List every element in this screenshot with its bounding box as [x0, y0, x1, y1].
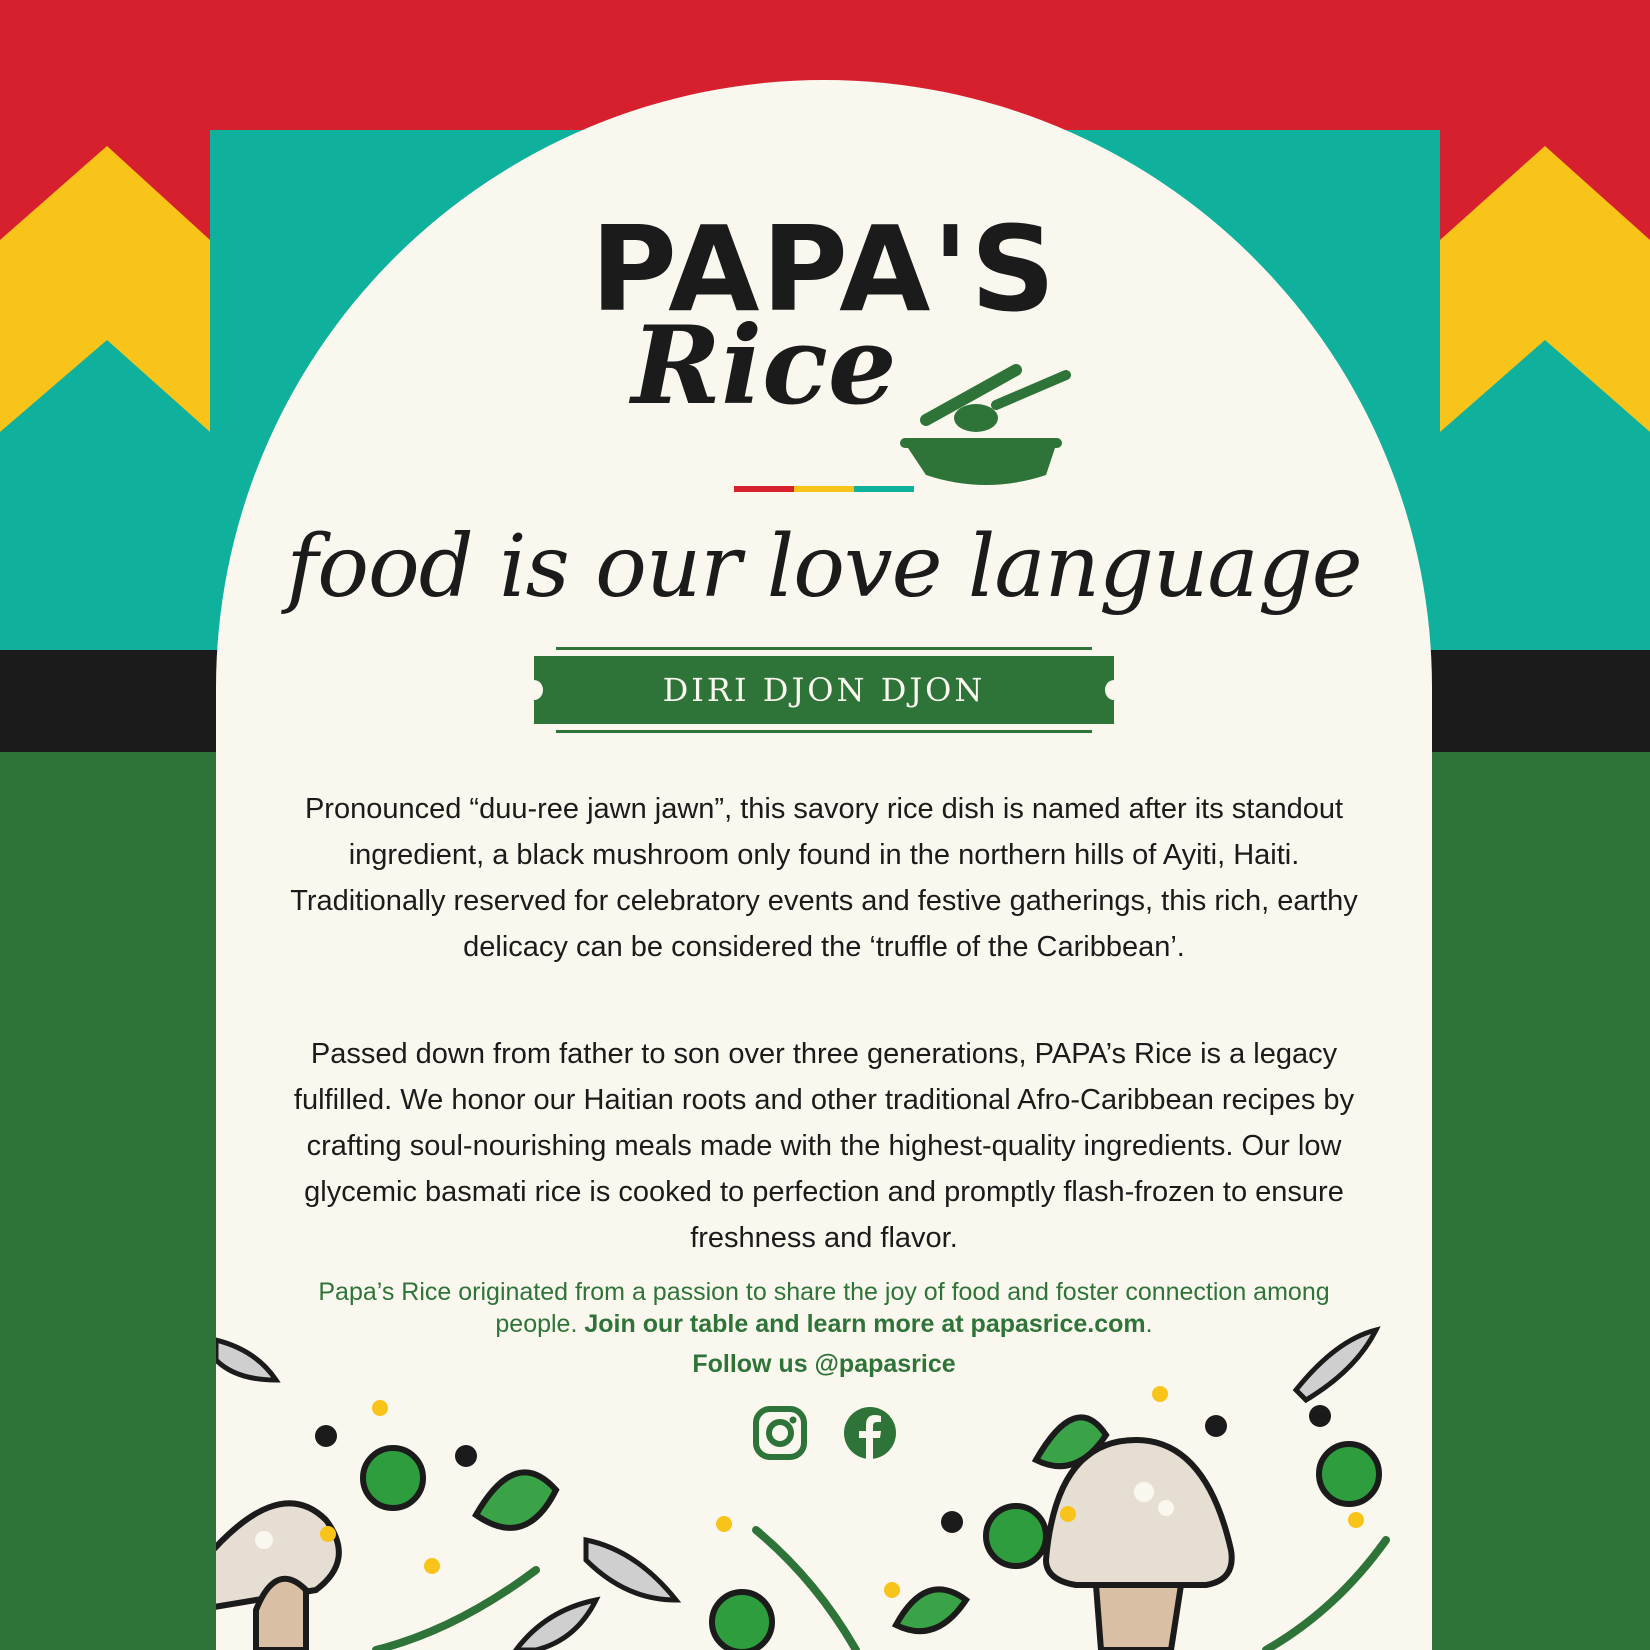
flag-bar [734, 486, 914, 492]
rice-pot-icon [896, 350, 1076, 500]
footer-note-text: Papa’s Rice originated from a passion to share the joy of food and foster connection among people. [318, 1278, 1330, 1338]
footer-note-end: . [1145, 1310, 1153, 1338]
brand-script: Rice [631, 303, 897, 429]
content-arch [216, 80, 1432, 1650]
footer-note [306, 1276, 1342, 1340]
brand-story: Passed down from father to son over three generations, PAPA’s Rice is a legacy fulfilled. We honor our Haitian roots and other traditional Afro-Caribbean recipes by crafting soul-nourishing meals made with the highest-quality ingredients. Our low glycemic basmati rice is cooked to perfection and promptly flash-frozen to ensure freshness and flavor. [293, 1038, 1355, 1254]
website-link[interactable]: Join our table and learn more at papasrice.com [584, 1310, 1146, 1338]
follow-handle[interactable]: Follow us @papasrice [692, 1350, 956, 1378]
brand-name: PAPA'S [590, 200, 1058, 338]
facebook-icon[interactable] [842, 1405, 898, 1461]
dish-title: DIRI DJON DJON [662, 671, 986, 709]
dish-title-banner [534, 656, 1114, 724]
instagram-icon[interactable] [752, 1405, 808, 1461]
tagline: food is our love language [286, 517, 1362, 617]
dish-description: Pronounced “duu-ree jawn jawn”, this savory rice dish is named after its standout ingredient, a black mushroom only found in the northern hills of Ayiti, Haiti. Traditionally reserved for celebratory events and festive gatherings, this rich, earthy delicacy can be considered the ‘truffle of the Caribbean’. [290, 793, 1358, 963]
